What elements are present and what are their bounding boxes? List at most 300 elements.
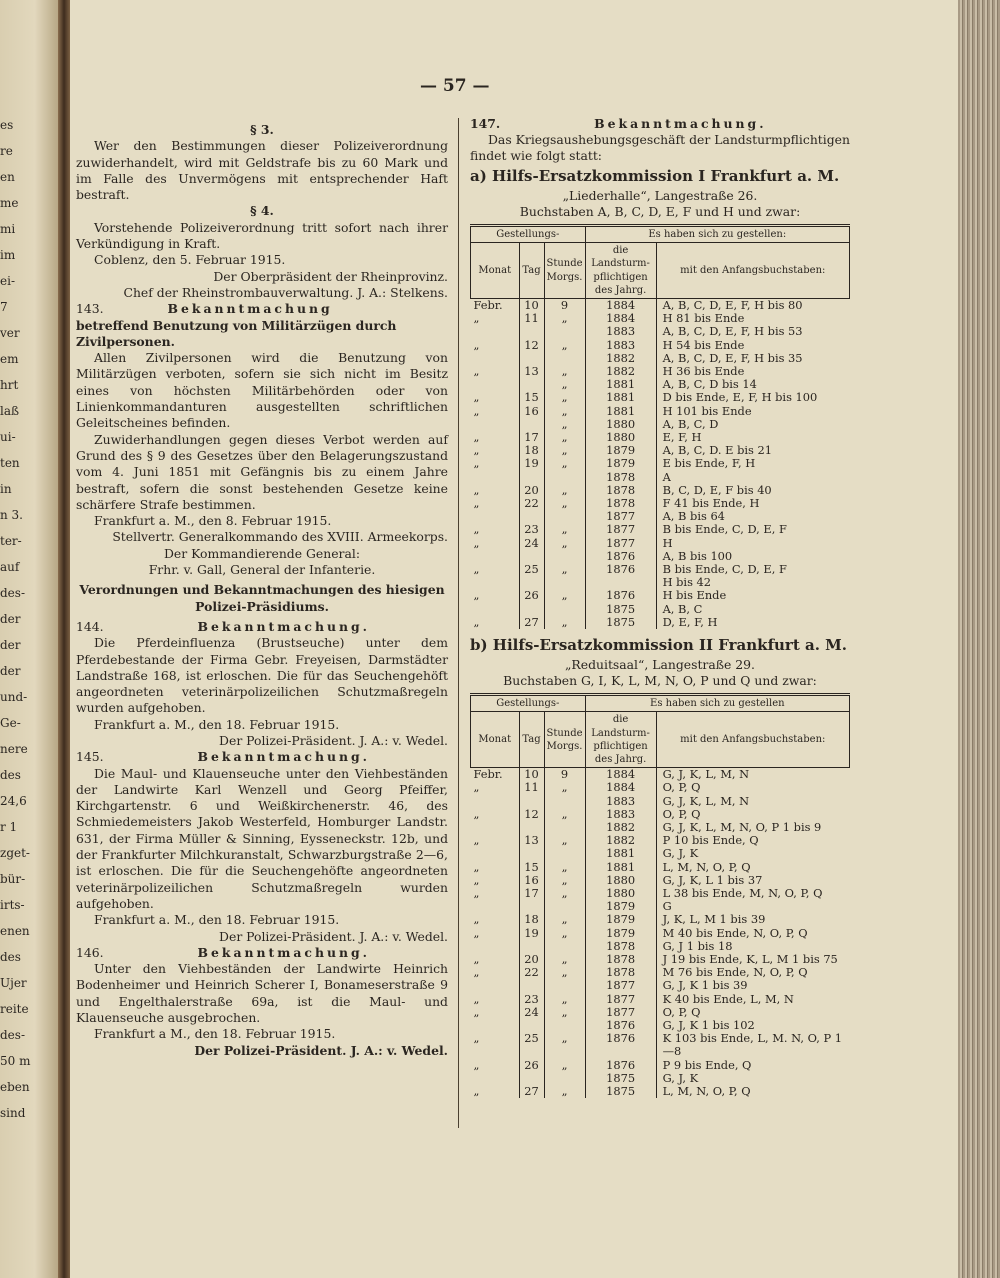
notice-143: [76, 301, 448, 317]
commission-a-letters: Buchstaben A, B, C, D, E, F und H und zwar:: [519, 204, 801, 219]
table-b-row: [471, 940, 850, 953]
table-b-cell: 10: [519, 768, 544, 782]
police-section-heading: Verordnungen und Bekanntmachungen des hiesigen Polizei-Präsidiums.: [79, 582, 445, 614]
table-b-cell: 1877: [585, 1006, 656, 1019]
notice-145-signature: Der Polizei-Präsident. J. A.: v. Wedel.: [219, 928, 448, 944]
previous-page-fragment: im: [0, 248, 16, 262]
table-b-cell: 11: [519, 781, 544, 794]
table-b-cell: 1875: [585, 1085, 656, 1098]
table-b-cell: 1881: [585, 861, 656, 874]
table-b-header-year: die Landsturm-pflichtigen des Jahrg.: [585, 712, 656, 768]
notice-146-text: Unter den Viehbeständen der Landwirte Heinrich Bodenheimer und Heinrich Scherer I, Bonameserstraße 9 und Engelthalerstraße 69a, ist die Maul- und Klauenseuche ausgebrochen.: [76, 961, 448, 1026]
table-a-cell: 1876: [585, 563, 656, 576]
table-a-header-right: Es haben sich zu gestellen:: [585, 226, 849, 243]
previous-page-fragment: irts-: [0, 898, 25, 912]
table-a-cell: H 54 bis Ende: [662, 337, 745, 352]
table-a-cell: H bis Ende: [662, 588, 727, 603]
table-a-cell: 1876: [585, 550, 656, 563]
table-a-row: [471, 603, 850, 616]
table-a-header-gestellung: Gestellungs-: [471, 226, 586, 243]
table-b-header-gestellung: Gestellungs-: [471, 695, 586, 712]
table-b-cell: „: [473, 912, 480, 927]
table-b-cell: 1880: [585, 874, 656, 887]
table-a-row: [471, 325, 850, 338]
table-b-cell: „: [473, 780, 480, 795]
table-b-row: [471, 874, 850, 887]
notice-147-number: 147.: [470, 116, 501, 131]
table-a-cell: „: [544, 563, 585, 576]
left-column: [76, 122, 448, 1059]
table-a-cell: D, E, F, H: [662, 614, 718, 629]
table-b-cell: „: [544, 874, 585, 887]
table-b-cell: „: [473, 991, 480, 1006]
table-b-cell: 18: [519, 913, 544, 926]
table-b-row: [471, 781, 850, 794]
table-a-cell: „: [544, 457, 585, 470]
section-4-signature-2: Chef der Rheinstrombauverwaltung. J. A.: Stelkens.: [123, 284, 448, 300]
table-a-row: [471, 457, 850, 470]
page-number: — 57 —: [420, 76, 490, 96]
table-b-cell: [519, 979, 544, 992]
table-b-row: [471, 1072, 850, 1085]
table-a-cell: 17: [519, 431, 544, 444]
notice-143-signature: Stellvertr. Generalkommando des XVIII. Armeekorps.: [112, 529, 448, 545]
table-a-cell: 13: [519, 365, 544, 378]
table-b-cell: M 76 bis Ende, N, O, P, Q: [662, 965, 808, 980]
table-a-cell: 1880: [585, 431, 656, 444]
table-b-cell: J, K, L, M 1 bis 39: [662, 912, 766, 927]
table-a-cell: 1878: [585, 484, 656, 497]
table-a-cell: „: [473, 496, 480, 511]
previous-page-fragment: enen: [0, 924, 30, 938]
previous-page-fragment: und-: [0, 690, 28, 704]
table-b-header-right: Es haben sich zu gestellen: [585, 695, 849, 712]
table-b-cell: 1881: [585, 847, 656, 860]
table-a-header-month: Monat: [471, 243, 520, 299]
table-b-cell: „: [544, 913, 585, 926]
section-3-text: Wer den Bestimmungen dieser Polizeiverordnung zuwiderhandelt, wird mit Geldstrafe bis zu 60 Mark und im Falle des Unvermögens mit entsprechender Haft bestraft.: [76, 138, 448, 203]
table-b-cell: 1878: [585, 940, 656, 953]
table-b-cell: 22: [519, 966, 544, 979]
table-a-cell: „: [473, 364, 480, 379]
table-b-cell: J 19 bis Ende, K, L, M 1 bis 75: [662, 951, 838, 966]
table-a-row: [471, 365, 850, 378]
commission-b-letters: Buchstaben G, I, K, L, M, N, O, P und Q und zwar:: [503, 673, 817, 689]
table-b-cell: 1879: [585, 927, 656, 940]
table-b-cell: Febr.: [473, 767, 503, 782]
notice-143-date: Frankfurt a. M., den 8. Februar 1915.: [94, 513, 332, 529]
table-a-cell: 1883: [585, 325, 656, 338]
table-b-cell: [471, 940, 520, 953]
table-a-cell: „: [473, 430, 480, 445]
previous-page-fragment: ui-: [0, 430, 16, 444]
right-column: [470, 116, 850, 1098]
table-b-cell: „: [544, 887, 585, 900]
table-b-cell: 9: [544, 768, 585, 782]
table-b-cell: 26: [519, 1059, 544, 1072]
table-a-cell: 15: [519, 391, 544, 404]
table-a-cell: 1879: [585, 457, 656, 470]
table-b-cell: „: [473, 859, 480, 874]
previous-page-edge: [0, 0, 58, 1278]
table-a-cell: A, B, C, D, E, F, H bis 35: [662, 350, 803, 365]
table-a-cell: „: [473, 522, 480, 537]
table-b-cell: 1882: [585, 821, 656, 834]
section-4-signature: Der Oberpräsident der Rheinprovinz.: [213, 268, 448, 284]
table-b-cell: „: [544, 781, 585, 794]
table-b-row: [471, 1032, 850, 1058]
table-b-cell: 23: [519, 993, 544, 1006]
table-b-header-hour: Stunde Morgs.: [544, 712, 585, 768]
table-b-cell: [471, 979, 520, 992]
table-a-cell: 1881: [585, 378, 656, 391]
previous-page-fragment: mi: [0, 222, 16, 236]
table-b-cell: „: [473, 1057, 480, 1072]
table-b-cell: 27: [519, 1085, 544, 1098]
table-b-cell: [544, 795, 585, 808]
commission-a-heading: a) Hilfs-Ersatzkommission I Frankfurt a. M.: [470, 167, 840, 185]
table-a-cell: A, B, C, D bis 14: [662, 377, 757, 392]
previous-page-fragment: des: [0, 950, 21, 964]
table-a-cell: „: [544, 589, 585, 602]
table-a-cell: 1878: [585, 497, 656, 510]
table-b-cell: K 40 bis Ende, L, M, N: [662, 991, 794, 1006]
notice-147-intro: Das Kriegsaushebungsgeschäft der Landsturmpflichtigen findet wie folgt statt:: [470, 132, 850, 163]
table-b-cell: 1882: [585, 834, 656, 847]
table-b-row: [471, 768, 850, 782]
table-b-cell: O, P, Q: [662, 780, 701, 795]
table-b-header-month: Monat: [471, 712, 520, 768]
table-b-row: [471, 861, 850, 874]
table-a-cell: „: [544, 391, 585, 404]
table-b-cell: G, J 1 bis 18: [662, 938, 733, 953]
notice-145-heading: Bekanntmachung.: [197, 749, 370, 765]
table-a-row: [471, 523, 850, 536]
table-b-cell: [544, 1072, 585, 1085]
table-b-cell: 1883: [585, 808, 656, 821]
table-a-cell: „: [544, 405, 585, 418]
previous-page-fragment: 50 m: [0, 1054, 31, 1068]
table-b-cell: „: [473, 965, 480, 980]
table-a-cell: 1883: [585, 339, 656, 352]
book-gutter: [58, 0, 70, 1278]
table-a-cell: B bis Ende, C, D, E, F: [662, 522, 787, 537]
table-b-cell: „: [473, 951, 480, 966]
table-b-header-letters: mit den Anfangsbuchstaben:: [656, 712, 849, 768]
previous-page-fragment: reite: [0, 1002, 29, 1016]
notice-145-text: Die Maul- und Klauenseuche unter den Viehbeständen der Landwirte Karl Wenzell und Georg Pfeiffer, Kirchgartenstr. 6 und Weißkirchenerstr. 46, des Schmiedemeisters Jakob Westerfeld, Homburger Landstr. 631, der Firma Müller & Sinning, Eysseneckstr. 12b, und der Frankfurter Milchkuranstalt, Schwarzburgstraße 2—6, ist erloschen. Die für die Seuchengehöfte angeordneten veterinärpolizeilichen Schutzmaßregeln wurden aufgehoben.: [76, 765, 448, 911]
table-a-cell: [544, 603, 585, 616]
table-b-cell: O, P, Q: [662, 806, 701, 821]
table-a-row: [471, 391, 850, 404]
notice-143-paragraph-2: Zuwiderhandlungen gegen dieses Verbot werden auf Grund des § 9 des Gesetzes über den Belagerungszustand vom 4. Juni 1851 mit Gefängnis bis zu einem Jahre bestraft, sofern die sonst bestehenden Gesetze keine schärfere Strafe bestimmen.: [76, 431, 448, 512]
table-a-body: [471, 299, 850, 630]
notice-146-number: 146.: [76, 944, 104, 960]
notice-143-subject: betreffend Benutzung von Militärzügen durch Zivilpersonen.: [76, 317, 397, 349]
table-a-cell: „: [473, 311, 480, 326]
table-a-cell: „: [544, 484, 585, 497]
table-b-cell: G: [662, 899, 672, 914]
table-b-cell: M 40 bis Ende, N, O, P, Q: [662, 925, 808, 940]
table-b-cell: 1884: [585, 768, 656, 782]
table-b-cell: „: [544, 1059, 585, 1072]
table-b-cell: K 103 bis Ende, L, M. N, O, P 1—8: [662, 1031, 843, 1059]
table-a-cell: „: [473, 588, 480, 603]
table-a-row: [471, 563, 850, 576]
notice-144-signature: Der Polizei-Präsident. J. A.: v. Wedel.: [219, 732, 448, 748]
table-b-cell: „: [473, 1083, 480, 1098]
table-a-row: [471, 471, 850, 484]
table-a-cell: 20: [519, 484, 544, 497]
previous-page-fragment: der: [0, 664, 21, 678]
section-4-date: Coblenz, den 5. Februar 1915.: [94, 252, 286, 268]
table-a-cell: [519, 471, 544, 484]
table-a-row: [471, 589, 850, 602]
table-a-cell: 24: [519, 537, 544, 550]
table-b-row: [471, 1085, 850, 1098]
table-b-cell: 20: [519, 953, 544, 966]
table-a-cell: „: [473, 443, 480, 458]
table-a-cell: 9: [544, 299, 585, 313]
previous-page-fragment: des-: [0, 1028, 25, 1042]
table-b-cell: P 9 bis Ende, Q: [662, 1057, 752, 1072]
table-a-cell: „: [544, 444, 585, 457]
table-b-cell: 24: [519, 1006, 544, 1019]
table-b-cell: 1878: [585, 966, 656, 979]
table-a-cell: 1875: [585, 616, 656, 629]
notice-143-paragraph-1: Allen Zivilpersonen wird die Benutzung von Militärzügen verboten, sofern sie sich nicht im Besitz eines von höchsten Militärbehörden oder von Linienkommandanturen ausgestellten schriftlichen Geleitscheines befinden.: [76, 350, 448, 431]
table-a-cell: [544, 325, 585, 338]
table-b-cell: G, J, K, L 1 bis 37: [662, 872, 763, 887]
table-a-cell: H 36 bis Ende: [662, 364, 745, 379]
previous-page-fragment: Ge-: [0, 716, 21, 730]
notice-146-signature: Der Polizei-Präsident. J. A.: v. Wedel.: [194, 1042, 448, 1058]
previous-page-fragment: re: [0, 144, 13, 158]
notice-147-heading: Bekanntmachung.: [594, 116, 767, 131]
table-b-cell: [471, 847, 520, 860]
table-a-cell: 26: [519, 589, 544, 602]
table-a-cell: 23: [519, 523, 544, 536]
notice-145-number: 145.: [76, 749, 104, 765]
section-4-heading: § 4.: [250, 203, 274, 219]
table-b-cell: 15: [519, 861, 544, 874]
table-a-cell: 1884: [585, 299, 656, 313]
table-a-cell: D bis Ende, E, F, H bis 100: [662, 390, 818, 405]
notice-143-signature-2: Der Kommandierende General:: [163, 545, 361, 561]
previous-page-fragment: nere: [0, 742, 28, 756]
notice-145: [76, 749, 448, 765]
page: [70, 0, 958, 1278]
table-a-cell: „: [544, 339, 585, 352]
table-a-cell: 1881: [585, 405, 656, 418]
commission-b-heading: b) Hilfs-Ersatzkommission II Frankfurt a. M.: [470, 636, 847, 655]
table-a-row: [471, 339, 850, 352]
table-a-cell: 1875: [585, 603, 656, 616]
table-a-cell: 1876: [585, 589, 656, 602]
table-b-cell: „: [473, 925, 480, 940]
schedule-table-b: [470, 693, 850, 1098]
previous-page-fragment: der: [0, 612, 21, 626]
table-b-cell: „: [473, 833, 480, 848]
column-divider: [458, 118, 459, 1128]
table-b-row: [471, 1006, 850, 1019]
notice-143-number: 143.: [76, 301, 104, 317]
table-a-cell: 1882: [585, 352, 656, 365]
table-b-cell: 16: [519, 874, 544, 887]
table-b-row: [471, 993, 850, 1006]
previous-page-fragment: ei-: [0, 274, 15, 288]
table-a-cell: „: [473, 390, 480, 405]
table-b-cell: „: [473, 806, 480, 821]
table-b-cell: „: [544, 1006, 585, 1019]
table-a-cell: 25: [519, 563, 544, 576]
table-b-cell: „: [544, 1085, 585, 1098]
table-b-cell: P 10 bis Ende, Q: [662, 833, 759, 848]
table-a-cell: 19: [519, 457, 544, 470]
table-b-cell: G, J, K 1 bis 102: [662, 1017, 755, 1032]
table-b-cell: 1877: [585, 993, 656, 1006]
table-a-cell: [471, 471, 520, 484]
notice-144: [76, 619, 448, 635]
table-a-cell: E, F, H: [662, 430, 702, 445]
table-b-cell: 1883: [585, 795, 656, 808]
schedule-table-a: [470, 224, 850, 629]
table-a-cell: „: [473, 456, 480, 471]
table-a-cell: 11: [519, 312, 544, 325]
previous-page-fragment: n 3.: [0, 508, 23, 522]
table-b-cell: 13: [519, 834, 544, 847]
table-b-cell: 1884: [585, 781, 656, 794]
table-b-cell: 1876: [585, 1059, 656, 1072]
table-a-cell: [519, 325, 544, 338]
previous-page-fragment: zget-: [0, 846, 30, 860]
previous-page-fragment: bür-: [0, 872, 26, 886]
table-a-cell: H: [662, 535, 673, 550]
table-b-cell: „: [544, 834, 585, 847]
table-a-cell: 27: [519, 616, 544, 629]
table-a-cell: [471, 603, 520, 616]
table-b-cell: G, J, K 1 bis 39: [662, 978, 748, 993]
notice-143-signature-3: Frhr. v. Gall, General der Infanterie.: [148, 562, 376, 578]
table-b-row: [471, 795, 850, 808]
table-b-cell: [519, 847, 544, 860]
table-b-cell: „: [544, 953, 585, 966]
table-b-cell: [519, 1072, 544, 1085]
table-a-cell: H bis 42: [662, 575, 712, 590]
table-a-cell: [544, 471, 585, 484]
table-b-cell: „: [544, 861, 585, 874]
table-b-cell: G, J, K, L, M, N: [662, 793, 750, 808]
table-a-cell: A, B bis 100: [662, 548, 733, 563]
table-a-cell: „: [544, 497, 585, 510]
table-b-cell: [471, 795, 520, 808]
previous-page-fragment: es: [0, 118, 14, 132]
notice-144-heading: Bekanntmachung.: [197, 618, 370, 634]
table-a-cell: F 41 bis Ende, H: [662, 496, 760, 511]
table-a-cell: 1879: [585, 444, 656, 457]
table-a-cell: 18: [519, 444, 544, 457]
table-a-cell: A, B bis 64: [662, 509, 725, 524]
table-a-cell: 12: [519, 339, 544, 352]
table-a-header-hour: Stunde Morgs.: [544, 243, 585, 299]
table-a-row: [471, 616, 850, 629]
table-a-cell: „: [544, 431, 585, 444]
notice-146-date: Frankfurt a M., den 18. Februar 1915.: [94, 1026, 336, 1042]
notice-146: [76, 945, 448, 961]
table-b-cell: 1876: [585, 1019, 656, 1032]
notice-144-date: Frankfurt a. M., den 18. Februar 1915.: [94, 716, 340, 732]
table-a-row: [471, 299, 850, 313]
table-a-cell: H 101 bis Ende: [662, 403, 752, 418]
table-b-cell: 1877: [585, 979, 656, 992]
table-b-cell: 1878: [585, 953, 656, 966]
table-b-cell: „: [544, 966, 585, 979]
table-b-cell: L, M, N, O, P, Q: [662, 1083, 751, 1098]
table-b-cell: 1879: [585, 900, 656, 913]
table-a-cell: „: [544, 537, 585, 550]
notice-143-heading: Bekanntmachung: [167, 301, 333, 317]
table-a-cell: 1877: [585, 537, 656, 550]
table-b-cell: „: [473, 885, 480, 900]
table-b-cell: „: [544, 808, 585, 821]
table-b-cell: „: [544, 993, 585, 1006]
table-b-row: [471, 808, 850, 821]
table-b-row: [471, 1059, 850, 1072]
table-b-cell: 12: [519, 808, 544, 821]
table-a-row: [471, 497, 850, 510]
previous-page-fragment: des: [0, 768, 21, 782]
previous-page-fragment: eben: [0, 1080, 30, 1094]
table-a-cell: 1877: [585, 523, 656, 536]
table-a-cell: A, B, C, D: [662, 416, 719, 431]
table-b-cell: [544, 847, 585, 860]
table-a-cell: „: [473, 614, 480, 629]
table-a-cell: 1880: [585, 418, 656, 431]
table-a-cell: 10: [519, 299, 544, 313]
table-a-header-letters: mit den Anfangsbuchstaben:: [656, 243, 849, 299]
commission-b-place: „Reduitsaal“, Langestraße 29.: [564, 657, 755, 673]
book-page-edges: [958, 0, 1000, 1278]
table-a-cell: 1884: [585, 312, 656, 325]
previous-page-fragment: Ujer: [0, 976, 27, 990]
table-a-cell: 16: [519, 405, 544, 418]
table-b-cell: L, M, N, O, P, Q: [662, 859, 751, 874]
previous-page-fragment: sind: [0, 1106, 26, 1120]
table-b-cell: 1875: [585, 1072, 656, 1085]
table-a-cell: „: [544, 418, 585, 431]
table-a-cell: „: [544, 378, 585, 391]
previous-page-fragment: der: [0, 638, 21, 652]
previous-page-fragment: 7: [0, 300, 8, 314]
table-b-cell: 17: [519, 887, 544, 900]
table-a-cell: „: [473, 562, 480, 577]
table-b-cell: [544, 940, 585, 953]
commission-a-place: „Liederhalle“, Langestraße 26.: [562, 188, 758, 203]
table-b-row: [471, 979, 850, 992]
table-b-cell: [471, 1072, 520, 1085]
table-a-cell: E bis Ende, F, H: [662, 456, 756, 471]
previous-page-fragment: in: [0, 482, 12, 496]
notice-147: [470, 116, 850, 132]
table-b-cell: O, P, Q: [662, 1004, 701, 1019]
previous-page-fragment: ten: [0, 456, 20, 470]
table-b-cell: 1879: [585, 913, 656, 926]
table-a-cell: A: [662, 469, 671, 484]
table-a-cell: 1877: [585, 510, 656, 523]
table-a-cell: „: [473, 337, 480, 352]
table-b-cell: 1880: [585, 887, 656, 900]
table-a-cell: A, B, C, D, E, F, H bis 80: [662, 298, 803, 313]
